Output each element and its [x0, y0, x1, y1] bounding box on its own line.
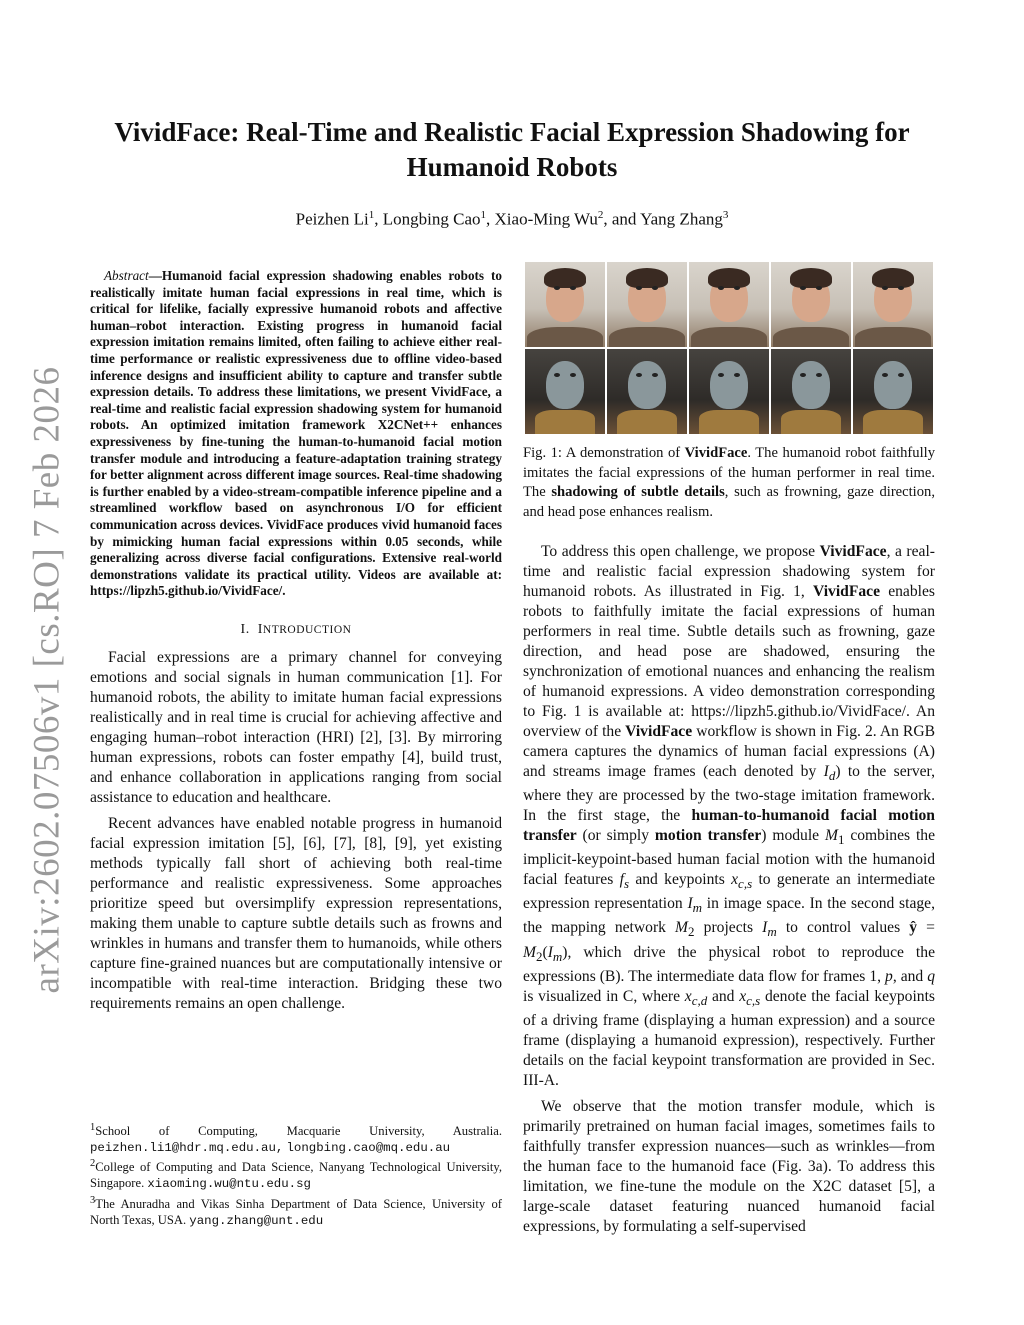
author-name: Xiao-Ming Wu [494, 209, 598, 229]
robot-face-photo [689, 349, 769, 434]
human-face-photo [689, 262, 769, 347]
email: peizhen.li1@hdr.mq.edu.au, [90, 1140, 284, 1155]
body-paragraph-2: We observe that the motion transfer module, which is primarily pretrained on human facial images, sometimes fails to faithfully transfer expression nuances—such as wrinkles—from the human face to the humanoid face (Fig. 3a). To address this limitation, we fine-tune the module on the X2C dataset [5], a large-scale dataset featuring nuanced humanoid facial expressions, by formulating a self-supervised [523, 1097, 935, 1235]
abstract-text: —Humanoid facial expression shadowing enables robots to realistically imitate human facial expressions in real time, which is critical for lifelike, facially expressive humanoid robots and affective human–robot interaction. Existing progress in humanoid facial expression imitation remains limited, often failing to achieve either real-time performance or realistic expressiveness due to offline video-based inference designs and insufficient ability to capture and transfer subtle expression details. To address these limitations, we present VividFace, a real-time and realistic facial expression shadowing system for humanoid robots. An optimized imitation framework X2CNet++ enhances expressiveness by fine-tuning the human-to-humanoid facial motion transfer module and introducing a feature-adaptation training strategy for better alignment across different image sources. Real-time shadowing is further enabled by a video-stream-compatible inference pipeline and a streamlined workflow based on asynchronous I/O for efficient communication across devices. VividFace produces vivid humanoid faces by mimicking human facial expressions within 0.05 seconds, while generalizing across diverse facial configurations. Extensive real-world demonstrations validate its practical utility. Videos are available at: https://lipzh5.github.io/VividFace/. [90, 268, 502, 599]
human-face-photo [525, 262, 605, 347]
abstract [90, 268, 502, 600]
intro-paragraph-2: Recent advances have enabled notable progress in humanoid facial expression imitation [5], [6], [7], [8], [9], yet existing methods typically fall short of achieving both real-time performance and realistic expressiveness. Some approaches prioritize speed but oversimplify expression representations, making them unable to capture subtle details such as frowns and wrinkles in humans and transfer them to humanoids, while others capture fine-grained nuances but are computationally intensive or incompatible with real-time interaction. Bridging these two requirements remains an open challenge. [90, 814, 502, 1012]
footnote-1: $^1$School of Computing, Macquarie University, Australia. peizhen.li1@hdr.mq.edu.au, longbing.cao@mq.edu.au [90, 1122, 502, 1155]
right-column [523, 262, 935, 1243]
footnote-2: $^2$College of Computing and Data Science, Nanyang Technological University, Singapore. xiaoming.wu@ntu.edu.sg [90, 1158, 502, 1192]
paper-title: VividFace: Real-Time and Realistic Facial Expression Shadowing for Humanoid Robots [114, 117, 910, 182]
arxiv-stamp [22, 366, 72, 994]
intro-paragraph-1: Facial expressions are a primary channel for conveying emotions and social signals in human communication [1]. For humanoid robots, the ability to imitate human facial expressions realistically and in real time is crucial for achieving affective and engaging human–robot interaction (HRI) [2], [3]. By mirroring human expressions, robots can foster empathy [4], build trust, and enhance collaboration in applications ranging from social assistance to education and healthcare. [90, 648, 502, 806]
footnotes [90, 1120, 502, 1229]
email: longbing.cao@mq.edu.au [286, 1140, 451, 1155]
left-column [90, 268, 502, 1020]
robot-face-photo [771, 349, 851, 434]
footnote-3: $^3$The Anuradha and Vikas Sinha Department of Data Science, University of North Texas, USA. yang.zhang@unt.edu [90, 1194, 502, 1228]
body-paragraph-1: To address this open challenge, we propose VividFace, a real-time and realistic facial expression shadowing system for humanoid robots. As illustrated in Fig. 1, VividFace enables robots to faithfully imitate the facial expressions of human performers in real time. Subtle details such as frowning, gaze direction, and head pose are shadowed, ensuring the synchronization of emotional nuances and enhancing the realism of humanoid expressions. A video demonstration corresponding to Fig. 1 is available at: https://lipzh5.github.io/VividFace/. An overview of the VividFace workflow is shown in Fig. 2. An RGB camera captures the dynamics of human facial expressions (A) and streams image frames (each denoted by $I_d$) to the server, where they are processed by the two-stage imitation framework. In the first stage, the human-to-humanoid facial motion transfer (or simply motion transfer) module $M_1$ combines the implicit-keypoint-based human facial motion with the humanoid facial features $f_s$ and keypoints $x_{c,s}$ to generate an intermediate expression representation $I_m$ in image space. In the second stage, the mapping network $M_2$ projects $I_m$ to control values ŷ = $M_2(I_m)$, which drive the physical robot to reproduce the expressions (B). The intermediate data flow for frames 1, p, and q is visualized in C, where $x_{c,d}$ and $x_{c,s}$ denote the facial keypoints of a driving frame (displaying a human expression) and a source frame (displaying a humanoid expression), respectively. Further details on the facial keypoint transformation are provided in Sec. III-A. [523, 543, 936, 1089]
author-affil: 1 [368, 209, 375, 221]
robot-face-photo [607, 349, 687, 434]
author-list: Peizhen Li$^1$, Longbing Cao$^1$, Xiao-Ming Wu$^2$, and Yang Zhang$^3$ [295, 209, 729, 229]
robot-face-photo [853, 349, 933, 434]
section-heading-introduction: I. INTRODUCTION [240, 621, 352, 637]
email: xiaoming.wu@ntu.edu.sg [147, 1177, 311, 1192]
figure-1-image-grid [525, 262, 933, 434]
author-name: Longbing Cao [382, 209, 481, 229]
robot-face-photo [525, 349, 605, 434]
arxiv-stamp-text: arXiv:2602.07506v1 [cs.RO] 7 Feb 2026 [26, 366, 68, 994]
right-body-text [523, 542, 935, 1237]
author-affil: 1 [480, 209, 487, 221]
human-face-photo [771, 262, 851, 347]
author-name: Yang Zhang [640, 209, 723, 229]
author-name: Peizhen Li [295, 209, 369, 229]
author-affil: 3 [722, 209, 729, 221]
author-affil: 2 [597, 209, 604, 221]
human-face-photo [853, 262, 933, 347]
figure-1-caption: Fig. 1: A demonstration of VividFace. The humanoid robot faithfully imitates the facial expressions of the human performer in real time. The shadowing of subtle details, such as frowning, gaze direction, and head pose enhances realism. [523, 445, 935, 520]
email: yang.zhang@unt.edu [189, 1213, 324, 1228]
abstract-label: Abstract [104, 268, 149, 283]
human-face-photo [607, 262, 687, 347]
